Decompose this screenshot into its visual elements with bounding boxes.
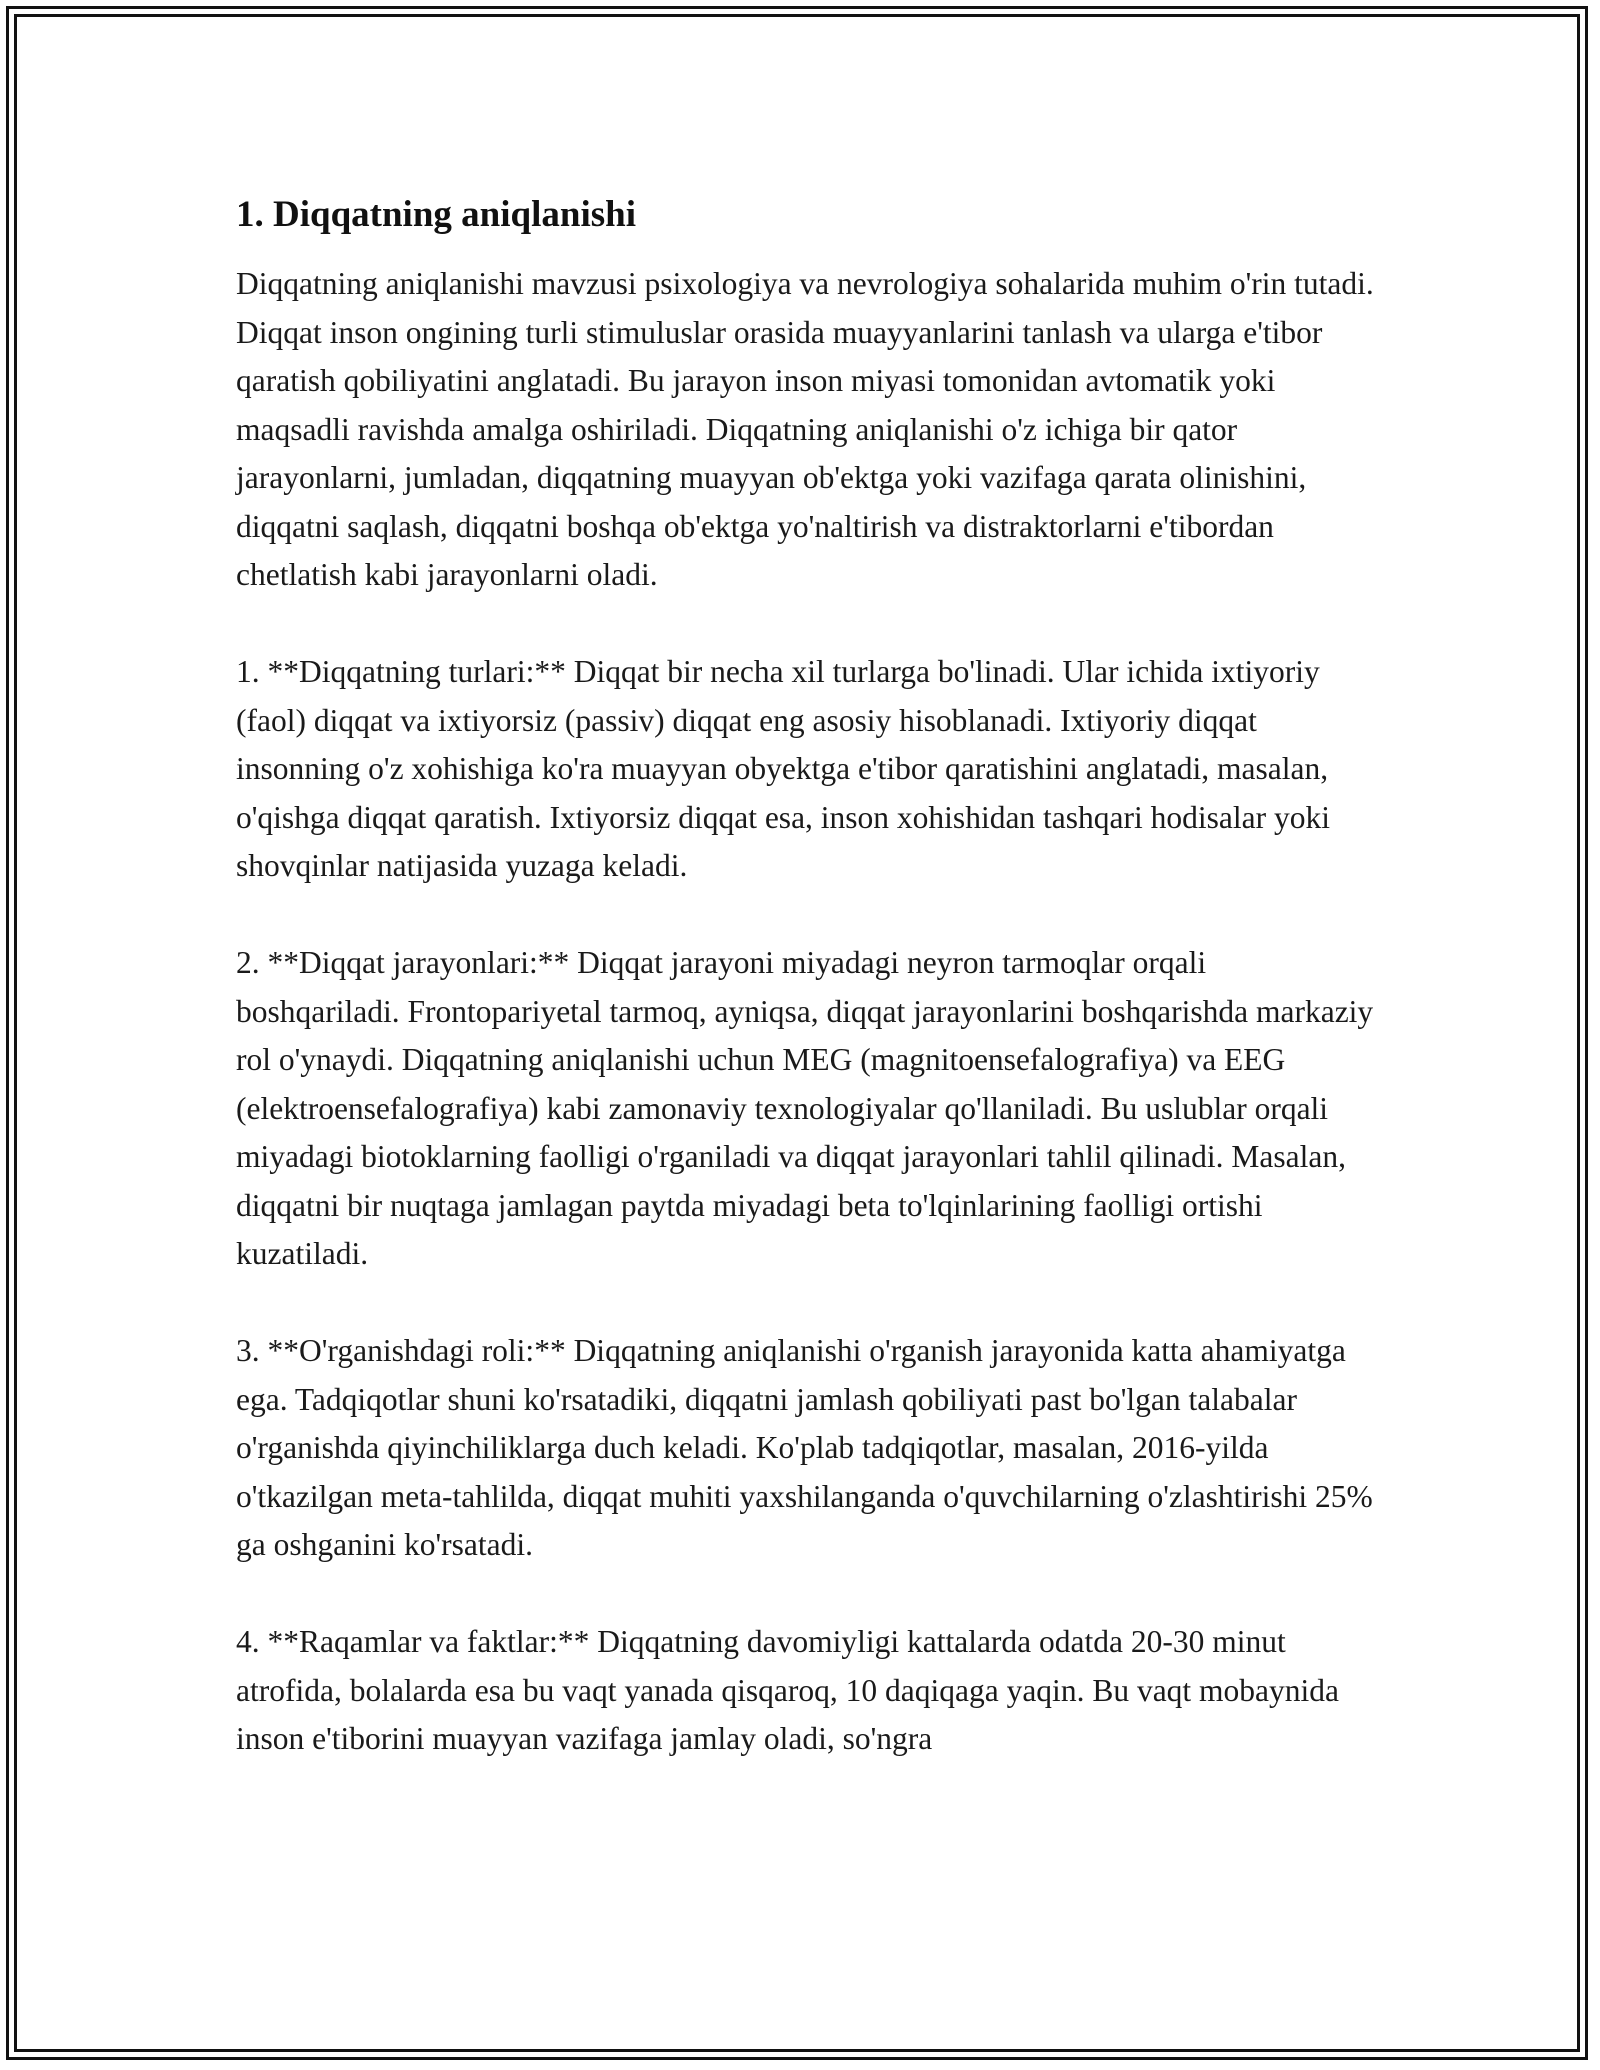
section-heading: 1. Diqqatning aniqlanishi xyxy=(236,194,636,235)
paragraph-types-of-attention: 1. **Diqqatning turlari:** Diqqat bir necha xil turlarga bo'linadi. Ular ichida ixtiyoriy (faol) diqqat va ixtiyorsiz (passiv) diqqat eng asosiy hisoblanadi. Ixtiyoriy diqqat insonning o'z xohishiga ko'ra muayyan obyektga e'tibor qaratishini anglatadi, masalan, o'qishga diqqat qaratish. Ixtiyorsiz diqqat esa, inson xohishidan tashqari hodisalar yoki shovqinlar natijasida yuzaga keladi. xyxy=(236,654,1330,883)
paragraph-numbers-and-facts: 4. **Raqamlar va faktlar:** Diqqatning davomiyligi kattalarda odatda 20-30 minut atrofida, bolalarda esa bu vaqt yanada qisqaroq, 10 daqiqaga yaqin. Bu vaqt mobaynida inson e'tiborini muayyan vazifaga jamlay oladi, so'ngra xyxy=(236,1624,1340,1756)
intro-paragraph: Diqqatning aniqlanishi mavzusi psixologiya va nevrologiya sohalarida muhim o'rin tutadi. Diqqat inson ongining turli stimuluslar orasida muayyanlarini tanlash va ularga e'tibor qaratish qobiliyatini anglatadi. Bu jarayon inson miyasi tomonidan avtomatik yoki maqsadli ravishda amalga oshiriladi. Diqqatning aniqlanishi o'z ichiga bir qator jarayonlarni, jumladan, diqqatning muayyan ob'ektga yoki vazifaga qarata olinishini, diqqatni saqlash, diqqatni boshqa ob'ektga yo'naltirish va distraktorlarni e'tibordan chetlatish kabi jarayonlarni oladi. xyxy=(236,266,1374,592)
paragraph-attention-processes: 2. **Diqqat jarayonlari:** Diqqat jarayoni miyadagi neyron tarmoqlar orqali boshqariladi. Frontopariyetal tarmoq, ayniqsa, diqqat jarayonlarini boshqarishda markaziy rol o'ynaydi. Diqqatning aniqlanishi uchun MEG (magnitoensefalografiya) va EEG (elektroensefalografiya) kabi zamonaviy texnologiyalar qo'llaniladi. Bu uslublar orqali miyadagi biotoklarning faolligi o'rganiladi va diqqat jarayonlari tahlil qilinadi. Masalan, diqqatni bir nuqtaga jamlagan paytda miyadagi beta to'lqinlarining faolligi ortishi kuzatiladi. xyxy=(236,945,1374,1271)
paragraph-role-in-learning: 3. **O'rganishdagi roli:** Diqqatning aniqlanishi o'rganish jarayonida katta ahamiyatga ega. Tadqiqotlar shuni ko'rsatadiki, diqqatni jamlash qobiliyati past bo'lgan talabalar o'rganishda qiyinchiliklarga duch keladi. Ko'plab tadqiqotlar, masalan, 2016-yilda o'tkazilgan meta-tahlilda, diqqat muhiti yaxshilanganda o'quvchilarning o'zlashtirishi 25% ga oshganini ko'rsatadi. xyxy=(236,1333,1373,1562)
document-body xyxy=(236,190,1376,1812)
